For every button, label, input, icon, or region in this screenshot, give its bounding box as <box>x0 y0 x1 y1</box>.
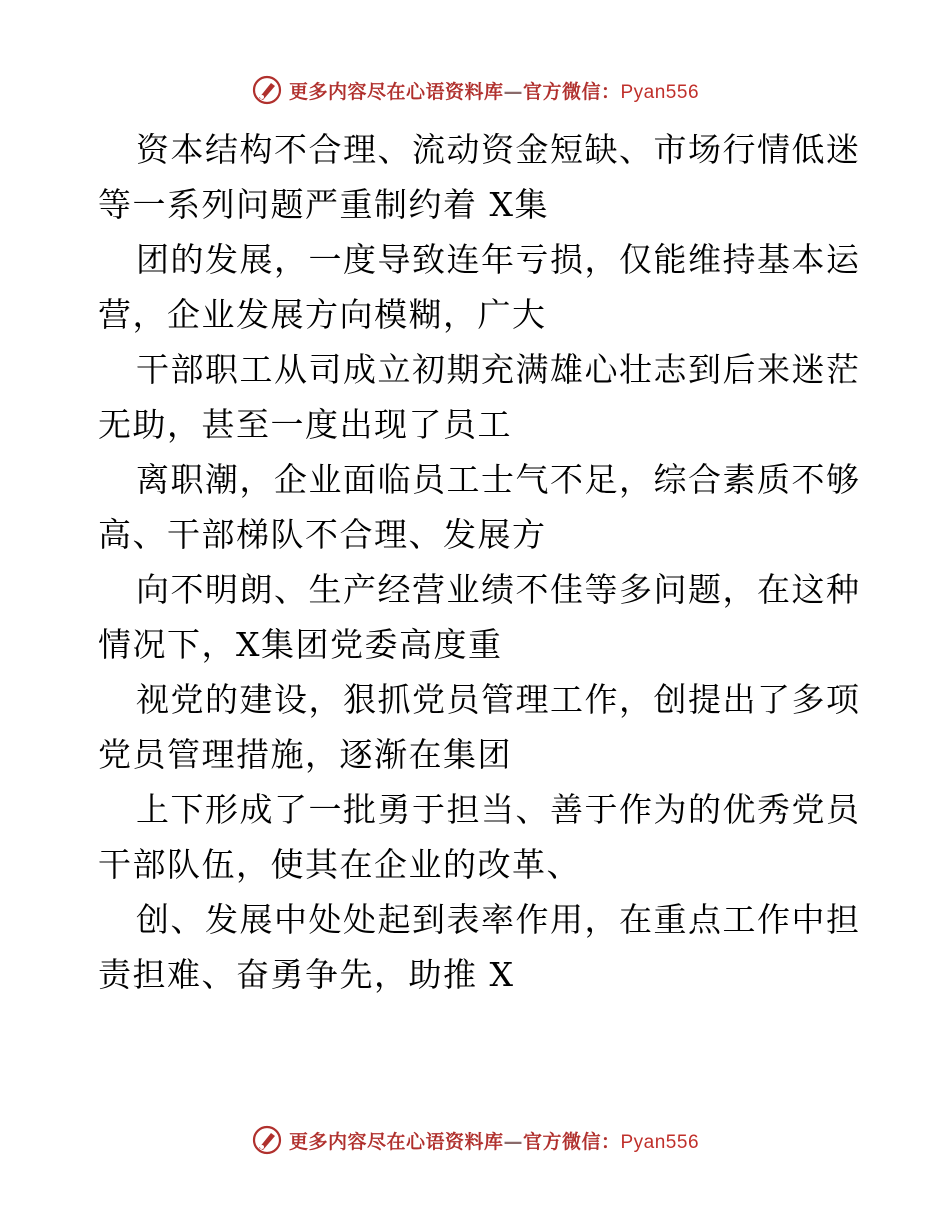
paragraph: 干部职工从司成立初期充满雄心壮志到后来迷茫 无助，甚至一度出现了员工 <box>98 350 861 444</box>
paragraph: 视党的建设，狠抓党员管理工作，创提出了多项 党员管理措施，逐渐在集团 <box>98 680 861 774</box>
paragraph: 上下形成了一批勇于担当、善于作为的优秀党员 干部队伍，使其在企业的改革、 <box>98 790 861 884</box>
pen-nib-logo-icon <box>251 74 283 106</box>
paragraph: 创、发展中处处起到表率作用，在重点工作中担 责担难、奋勇争先，助推 X <box>98 900 861 994</box>
paragraph: 离职潮，企业面临员工士气不足，综合素质不够 高、干部梯队不合理、发展方 <box>98 460 861 554</box>
paragraph: 资本结构不合理、流动资金短缺、市场行情低迷 等一系列问题严重制约着 X集 <box>98 130 861 224</box>
paragraph: 向不明朗、生产经营业绩不佳等多问题，在这种 情况下，X集团党委高度重 <box>98 570 861 664</box>
footer-text: 更多内容尽在心语资料库—官方微信：Pyan556 <box>288 1130 700 1153</box>
pen-nib-logo-icon <box>251 1124 283 1156</box>
document-body <box>98 122 861 1002</box>
footer-banner <box>0 1120 950 1160</box>
paragraph: 团的发展，一度导致连年亏损，仅能维持基本运 营，企业发展方向模糊，广大 <box>98 240 861 334</box>
header-banner <box>0 70 950 110</box>
header-text: 更多内容尽在心语资料库—官方微信：Pyan556 <box>288 80 700 103</box>
